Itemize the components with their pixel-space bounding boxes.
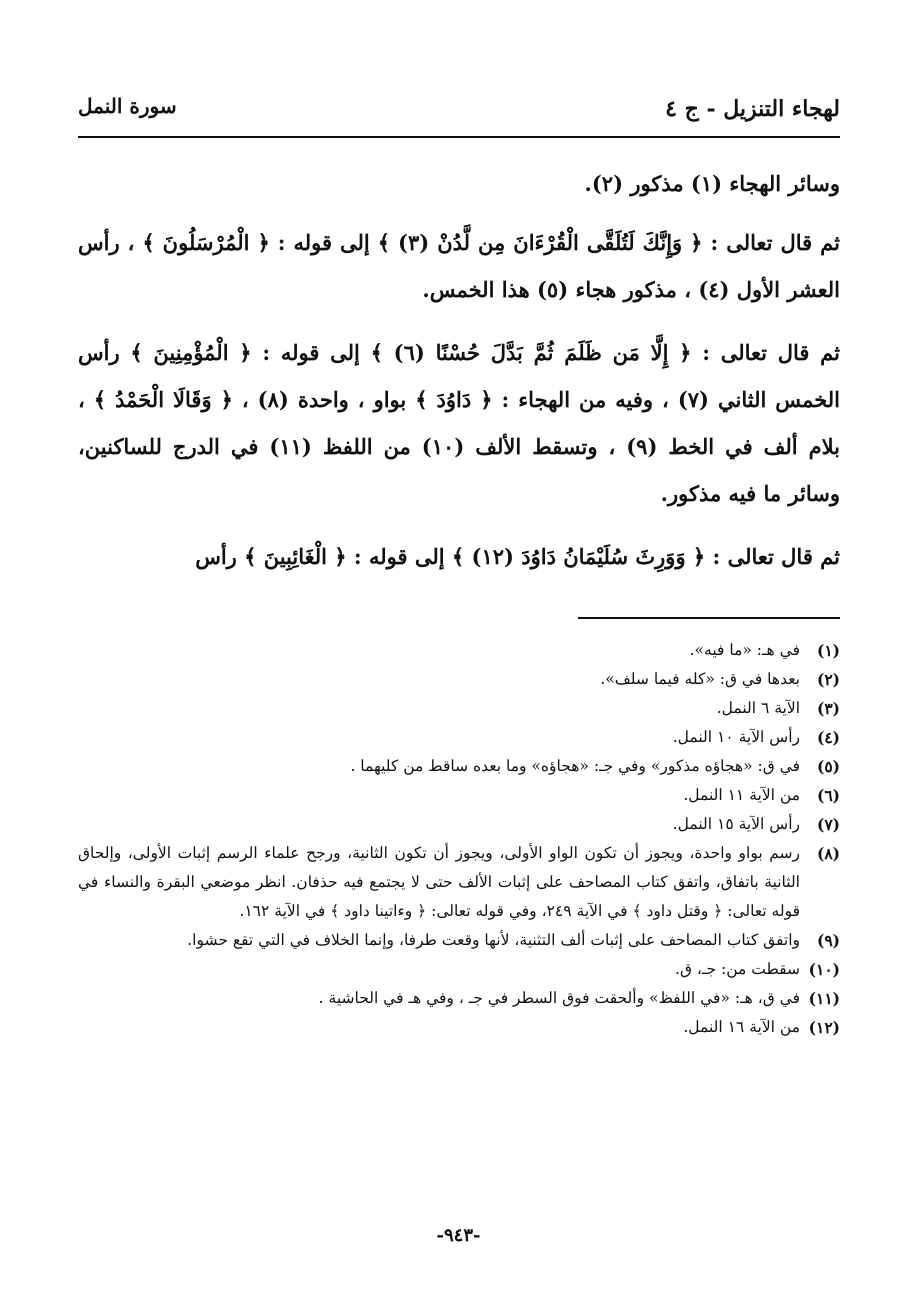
footnote	[78, 926, 840, 955]
footnote-number: (١٠)	[808, 960, 840, 979]
footnote-text: رسم بواو واحدة، ويجوز أن تكون الواو الأولى، ويجوز أن تكون الثانية، ورجح علماء الرسم إثبات الأولى، وإلحاق الثانية باتفاق، واتفق كتاب المصاحف على إثبات الألف حتى لا يجتمع فيه حذفان. انظر موضعي البقرة والنساء في قوله تعالى: ﴿ وقتل داود ﴾ في الآية ٢٤٩، وفي قوله تعالى: ﴿ وءاتينا داود ﴾ في الآية ١٦٢.	[78, 844, 800, 920]
footnote-text: من الآية ١٦ النمل.	[683, 1018, 800, 1036]
footnote-text: في ق: «هجاؤه مذكور» وفي جـ: «هجاؤه» وما بعده ساقط من كليهما .	[350, 757, 800, 775]
footnote-number: (٩)	[816, 931, 840, 950]
header-divider	[78, 136, 840, 138]
footnote-number: (٤)	[816, 728, 840, 747]
footnote-number: (٨)	[816, 844, 840, 863]
footnote-number: (١٢)	[808, 1018, 840, 1037]
footnote	[78, 781, 840, 810]
footnote	[78, 839, 840, 926]
book-title: لهجاء التنزيل - ج ٤	[665, 96, 840, 122]
footnote-text: بعدها في ق: «كله فيما سلف».	[600, 670, 800, 688]
footnote-text: رأس الآية ١٥ النمل.	[672, 815, 800, 833]
footnote-number: (٣)	[816, 699, 840, 718]
footnote	[78, 752, 840, 781]
footnote-number: (٢)	[816, 670, 840, 689]
footnote-text: واتفق كتاب المصاحف على إثبات ألف التثنية، لأنها وقعت طرفا، وإنما الخلاف في التي تقع حشوا.	[187, 931, 800, 949]
footnote-text: في هـ: «ما فيه».	[689, 641, 800, 659]
main-text	[78, 160, 840, 596]
paragraph: وسائر الهجاء (١) مذكور (٢).	[584, 171, 840, 196]
footnote-text: من الآية ١١ النمل.	[683, 786, 800, 804]
footnote	[78, 694, 840, 723]
paragraph: ثم قال تعالى : ﴿ إِلَّا مَن ظَلَمَ ثُمَّ بَدَّلَ حُسْنًا (٦) ﴾ إلى قوله : ﴿ الْمُؤْمِنِينَ ﴾ رأس الخمس الثاني (٧) ، وفيه من الهجاء : ﴿ دَاوُدَ ﴾ بواو ، واحدة (٨) ، ﴿ وَقَالَا الْحَمْدُ ﴾ ، بلام ألف في الخط (٩) ، وتسقط الألف (١٠) من اللفظ (١١) في الدرج للساكنين، وسائر ما فيه مذكور.	[78, 340, 841, 506]
footnote-number: (٧)	[816, 815, 840, 834]
footnote-number: (٥)	[816, 757, 840, 776]
footnote-number: (١١)	[808, 989, 840, 1008]
footnote	[78, 984, 840, 1013]
footnote	[78, 636, 840, 665]
footnote	[78, 665, 840, 694]
page-header	[78, 88, 840, 132]
paragraph: ثم قال تعالى : ﴿ وَوَرِثَ سُلَيْمَانُ دَاوُدَ (١٢) ﴾ إلى قوله : ﴿ الْغَائِبِينَ ﴾ رأس	[195, 544, 840, 569]
page-number: -٩٤٣-	[436, 1225, 481, 1246]
footnote	[78, 1013, 840, 1042]
footnote-text: الآية ٦ النمل.	[716, 699, 800, 717]
footnote-text: في ق، هـ: «في اللفظ» وألحقت فوق السطر في جـ ، وفي هـ في الحاشية .	[318, 989, 800, 1007]
footnote-number: (٦)	[816, 786, 840, 805]
surah-title: سورة النمل	[78, 94, 177, 118]
footnote	[78, 723, 840, 752]
footnote-divider	[578, 617, 840, 619]
footnote	[78, 955, 840, 984]
footnote	[78, 810, 840, 839]
footnote-text: رأس الآية ١٠ النمل.	[672, 728, 800, 746]
footnote-number: (١)	[816, 641, 840, 660]
footnote-text: سقطت من: جـ، ق.	[675, 960, 800, 978]
paragraph: ثم قال تعالى : ﴿ وَإِنَّكَ لَتُلَقَّى الْقُرْءَانَ مِن لَّدُنْ (٣) ﴾ إلى قوله : ﴿ الْمُرْسَلُونَ ﴾ ، رأس العشر الأول (٤) ، مذكور هجاء (٥) هذا الخمس.	[78, 230, 840, 302]
footnotes	[78, 636, 840, 1042]
